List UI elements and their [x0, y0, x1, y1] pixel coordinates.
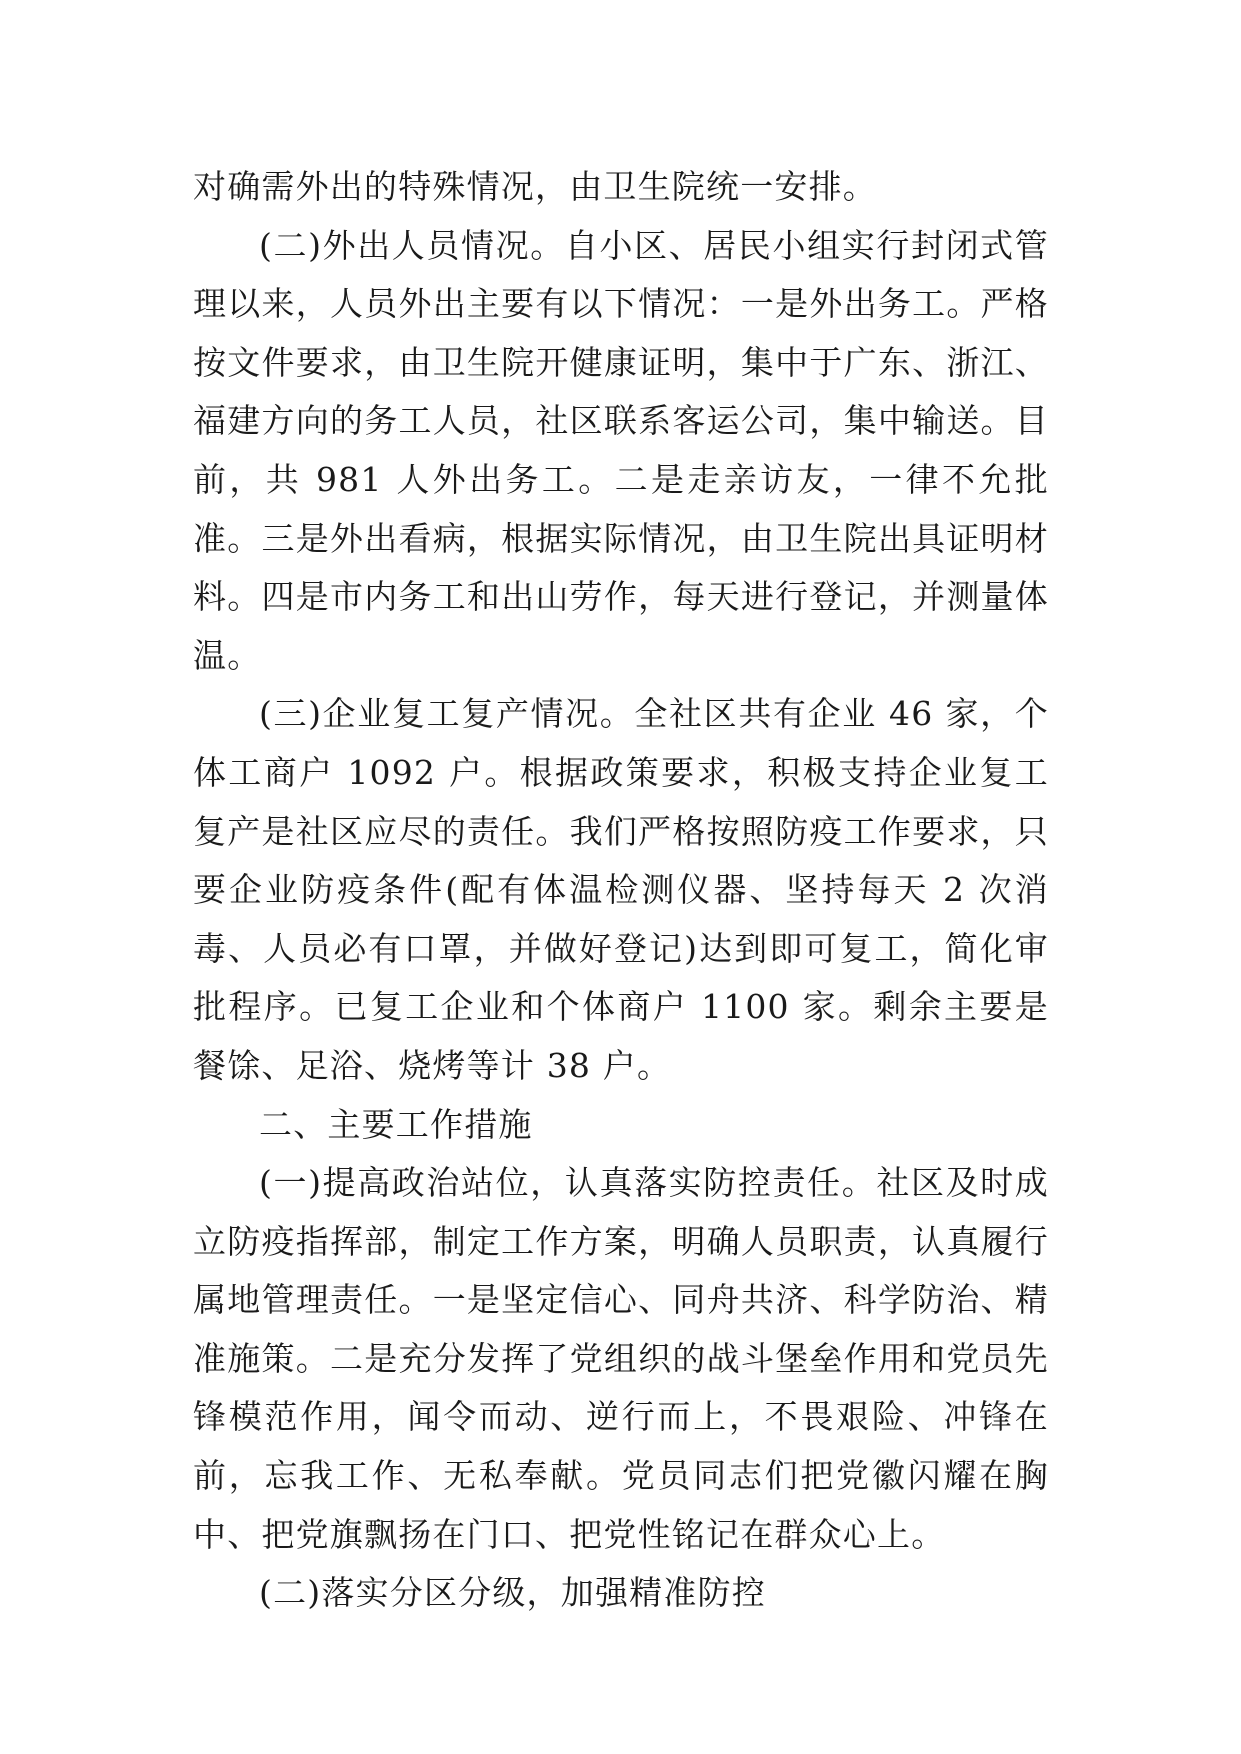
document-body [193, 158, 1049, 1623]
paragraph-political-stance: (一)提高政治站位，认真落实防控责任。社区及时成立防疫指挥部，制定工作方案，明确人员职责，认真履行属地管理责任。一是坚定信心、同舟共济、科学防治、精准施策。二是充分发挥了党组织的战斗堡垒作用和党员先锋模范作用，闻令而动、逆行而上，不畏艰险、冲锋在前，忘我工作、无私奉献。党员同志们把党徽闪耀在胸中、把党旗飘扬在门口、把党性铭记在群众心上。 [193, 1163, 1049, 1554]
paragraph-outgoing-personnel: (二)外出人员情况。自小区、居民小组实行封闭式管理以来，人员外出主要有以下情况：一是外出务工。严格按文件要求，由卫生院开健康证明，集中于广东、浙江、福建方向的务工人员，社区联系客运公司，集中输送。目前，共 981 人外出务工。二是走亲访友，一律不允批准。三是外出看病，根据实际情况，由卫生院出具证明材料。四是市内务工和出山劳作，每天进行登记，并测量体温。 [193, 225, 1049, 675]
paragraph-continuation: 对确需外出的特殊情况，由卫生院统一安排。 [193, 167, 877, 206]
section-heading-main-measures: 二、主要工作措施 [259, 1104, 533, 1144]
paragraph-enterprise-resumption: (三)企业复工复产情况。全社区共有企业 46 家，个体工商户 1092 户。根据政策要求，积极支持企业复工复产是社区应尽的责任。我们严格按照防疫工作要求，只要企业防疫条件(配有体温检测仪器、坚持每天 2 次消毒、人员必有口罩，并做好登记)达到即可复工，简化审批程序。已复工企业和个体商户 1100 家。剩余主要是餐馀、足浴、烧烤等计 38 户。 [193, 694, 1049, 1085]
paragraph-zoned-prevention: (二)落实分区分级，加强精准防控 [259, 1573, 766, 1613]
